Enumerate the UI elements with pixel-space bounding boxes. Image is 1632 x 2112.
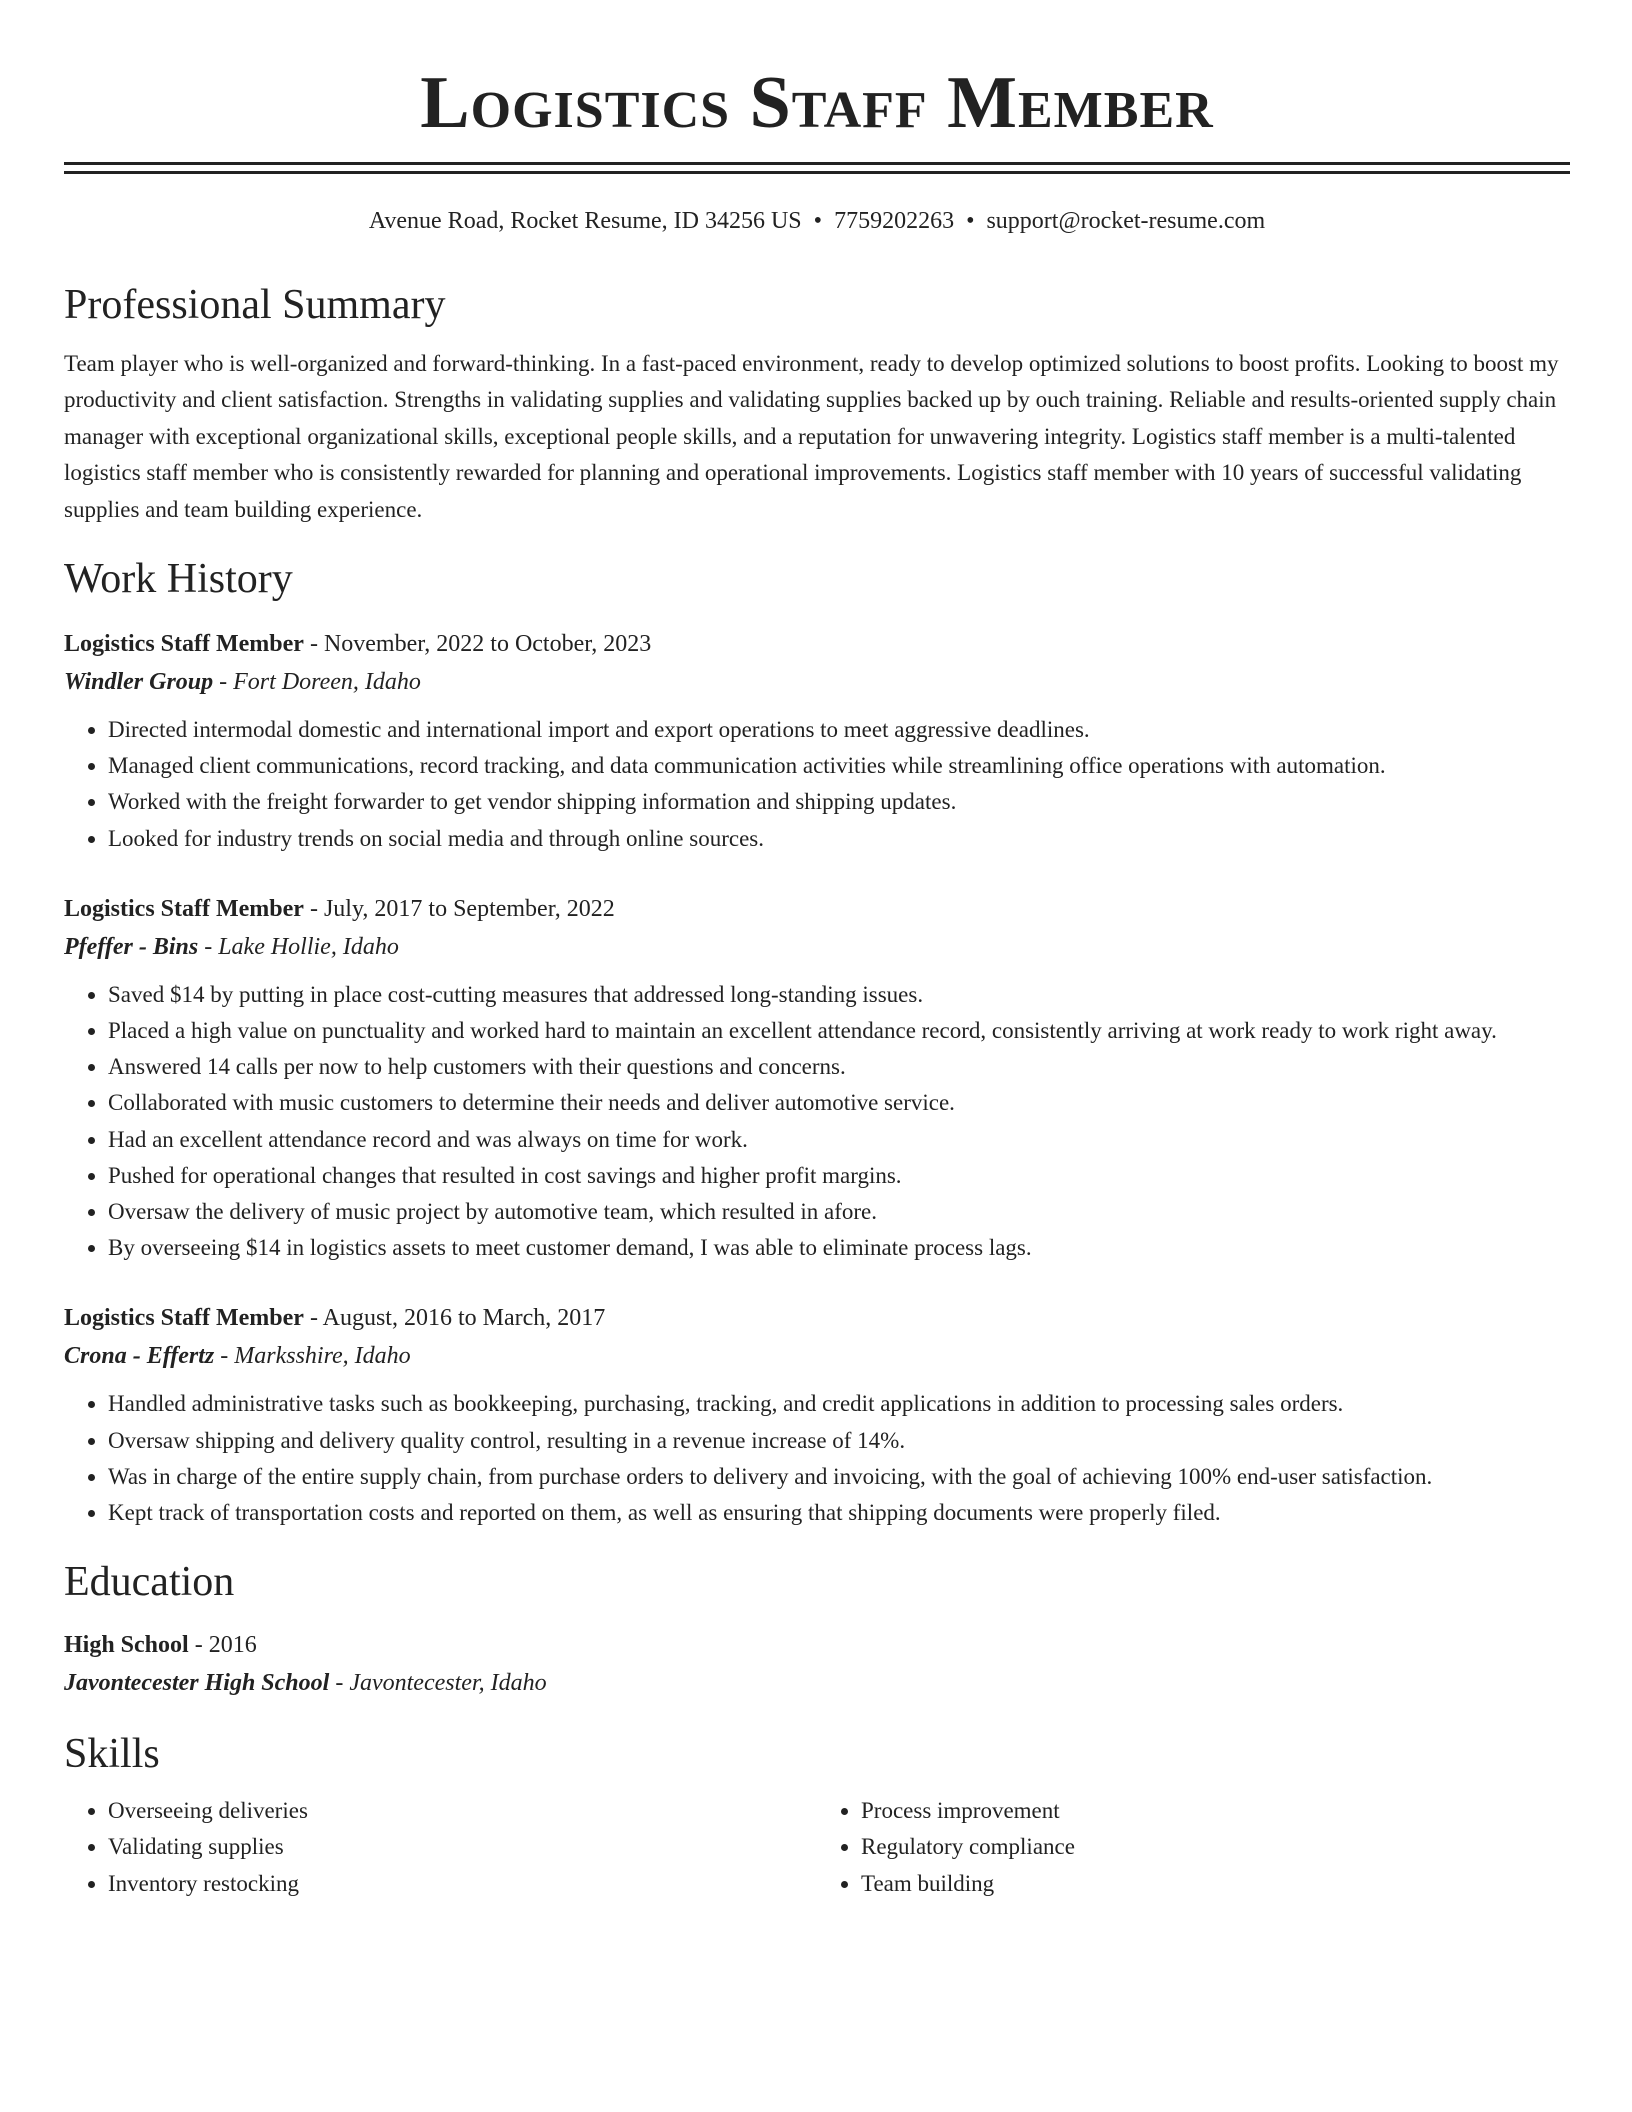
school-location: - Javontecester, Idaho (329, 1670, 547, 1697)
job-bullet: • Had an excellent attendance record and was always on time for work. (108, 1122, 1570, 1158)
skill-item: • Inventory restocking (108, 1866, 817, 1902)
job-title: Logistics Staff Member (64, 631, 304, 658)
company-name: Crona - Effertz (64, 1343, 215, 1370)
contact-line (64, 206, 1570, 236)
job-bullet: • Saved $14 by putting in place cost-cutting measures that addressed long-standing issues. (108, 977, 1570, 1013)
resume-page (64, 0, 1570, 1902)
job-bullet: • Handled administrative tasks such as bookkeeping, purchasing, tracking, and credit applications in addition to processing sales orders. (108, 1386, 1570, 1422)
contact-separator: • (966, 208, 975, 234)
degree: High School (64, 1632, 189, 1659)
job-bullet: • Answered 14 calls per now to help customers with their questions and concerns. (108, 1049, 1570, 1085)
job-bullet: • Collaborated with music customers to determine their needs and deliver automotive service. (108, 1085, 1570, 1121)
summary-heading: Professional Summary (64, 282, 446, 328)
job-bullet: • Worked with the freight forwarder to get vendor shipping information and shipping updates. (108, 784, 1570, 820)
job-title-line (64, 891, 1570, 927)
job-bullet: • Looked for industry trends on social media and through online sources. (108, 821, 1570, 857)
job-entry (64, 626, 1570, 857)
skill-item: • Regulatory compliance (861, 1829, 1570, 1865)
job-bullet: • Directed intermodal domestic and international import and export operations to meet aggressive deadlines. (108, 712, 1570, 748)
company-line (64, 1336, 1570, 1376)
job-title-line (64, 1300, 1570, 1336)
job-bullet: • Kept track of transportation costs and reported on them, as well as ensuring that shipping documents were properly filed. (108, 1495, 1570, 1531)
skills-column-right (817, 1793, 1570, 1902)
job-entry (64, 891, 1570, 1267)
job-bullets (64, 977, 1570, 1267)
job-bullet: • Managed client communications, record tracking, and data communication activities while streamlining office operations with automation. (108, 748, 1570, 784)
education-heading: Education (64, 1559, 235, 1606)
skills-heading: Skills (64, 1731, 160, 1778)
school-name: Javontecester High School (64, 1670, 330, 1697)
job-bullet: • Pushed for operational changes that resulted in cost savings and higher profit margins. (108, 1158, 1570, 1194)
job-title: Logistics Staff Member (64, 1305, 304, 1332)
job-dates: - August, 2016 to March, 2017 (303, 1305, 606, 1332)
job-title-line (64, 626, 1570, 662)
skill-item: • Overseeing deliveries (108, 1793, 817, 1829)
education-entry (64, 1627, 1570, 1703)
header-divider-top (64, 162, 1570, 165)
job-dates: - July, 2017 to September, 2022 (303, 895, 615, 922)
skill-item: • Team building (861, 1866, 1570, 1902)
job-bullet: • Placed a high value on punctuality and worked hard to maintain an excellent attendance record, consistently arriving at work ready to work right away. (108, 1013, 1570, 1049)
contact-address: Avenue Road, Rocket Resume, ID 34256 US (368, 208, 802, 234)
resume-name: Logistics Staff Member (420, 62, 1214, 144)
job-title: Logistics Staff Member (64, 895, 304, 922)
job-dates: - November, 2022 to October, 2023 (303, 631, 652, 658)
company-location: - Lake Hollie, Idaho (198, 933, 399, 960)
job-bullet: • Oversaw the delivery of music project by automotive team, which resulted in afore. (108, 1194, 1570, 1230)
work-history-heading: Work History (64, 556, 293, 603)
contact-email: support@rocket-resume.com (986, 208, 1266, 234)
skill-item: • Process improvement (861, 1793, 1570, 1829)
company-line (64, 927, 1570, 967)
skills-column-left (64, 1793, 817, 1902)
company-name: Windler Group (64, 669, 214, 696)
job-bullet: • Was in charge of the entire supply chain, from purchase orders to delivery and invoicing, with the goal of achieving 100% end-user satisfaction. (108, 1459, 1570, 1495)
company-location: - Fort Doreen, Idaho (213, 669, 421, 696)
graduation-year: - 2016 (188, 1632, 257, 1659)
contact-separator: • (813, 208, 823, 234)
header-divider-bottom (64, 171, 1570, 174)
company-line (64, 662, 1570, 702)
job-bullet: • Oversaw shipping and delivery quality control, resulting in a revenue increase of 14%. (108, 1423, 1570, 1459)
company-location: - Marksshire, Idaho (214, 1343, 411, 1370)
job-bullets (64, 1386, 1570, 1531)
contact-phone: 7759202263 (834, 208, 955, 234)
company-name: Pfeffer - Bins (64, 933, 199, 960)
job-bullets (64, 712, 1570, 857)
school-line (64, 1663, 1570, 1703)
summary-text: Team player who is well-organized and forward-thinking. In a fast-paced environment, ready to develop optimized solutions to boost profits. Looking to boost my productivity and client satisfaction. Strengths in validating supplies and validating supplies backed up by ouch training. Reliable and results-oriented supply chain manager with exceptional organizational skills, exceptional people skills, and a reputation for unwavering integrity. Logistics staff member is a multi-talented logistics staff member who is consistently rewarded for planning and operational improvements. Logistics staff member with 10 years of successful validating supplies and team building experience. (64, 351, 1559, 522)
job-entry (64, 1300, 1570, 1531)
skills-list (64, 1793, 1570, 1902)
skill-item: • Validating supplies (108, 1829, 817, 1865)
job-bullet: • By overseeing $14 in logistics assets to meet customer demand, I was able to eliminate process lags. (108, 1230, 1570, 1266)
degree-line (64, 1627, 1570, 1663)
